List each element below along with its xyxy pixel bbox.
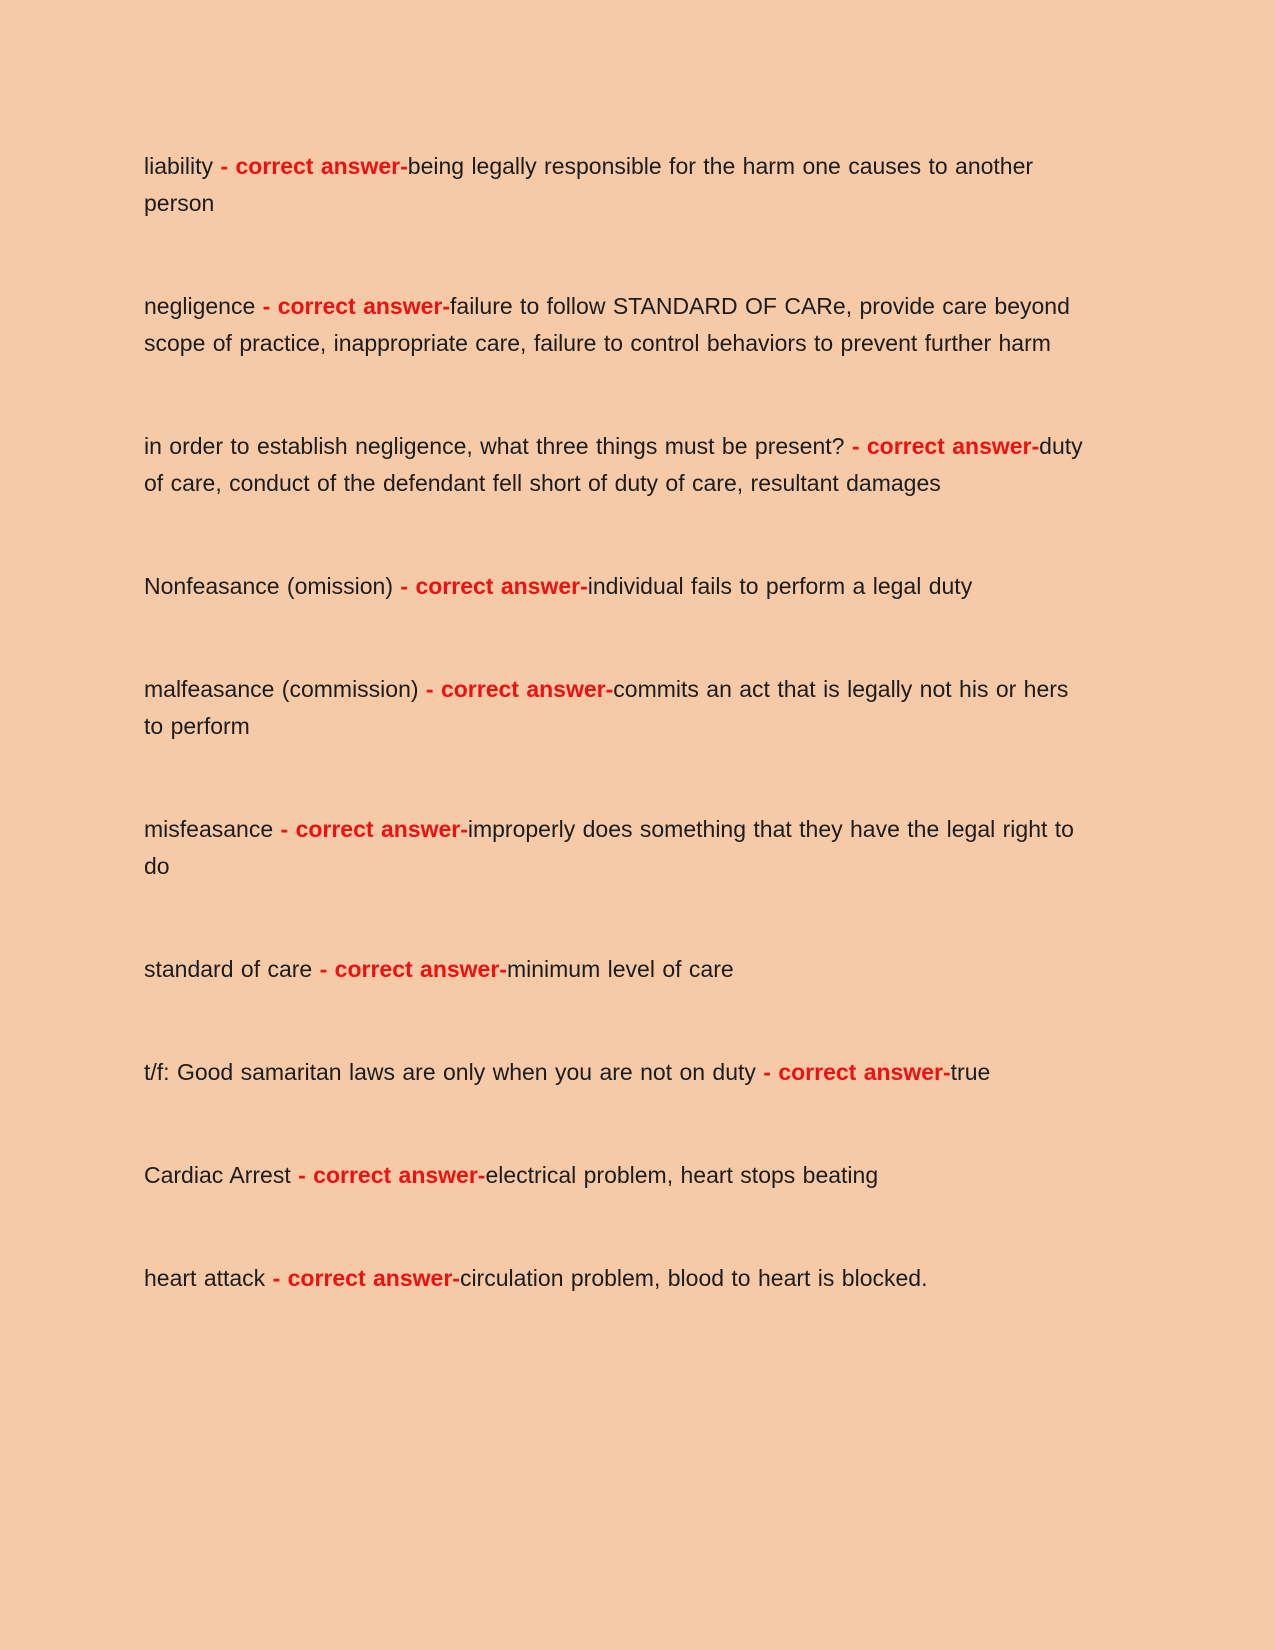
- correct-answer-label: - correct answer-: [319, 956, 507, 982]
- flashcard-entry: [144, 568, 1084, 605]
- flashcard-entry: [144, 1054, 1084, 1091]
- term-text: t/f: Good samaritan laws are only when you are not on duty: [144, 1059, 756, 1085]
- term-text: Nonfeasance (omission): [144, 573, 394, 599]
- term-text: standard of care: [144, 956, 313, 982]
- term-text: in order to establish negligence, what three things must be present?: [144, 433, 845, 459]
- flashcard-entry: [144, 811, 1084, 885]
- correct-answer-label: - correct answer-: [220, 153, 408, 179]
- answer-text: improperly does something that they have the legal right to do: [144, 816, 1074, 879]
- answer-text: duty of care, conduct of the defendant fell short of duty of care, resultant damages: [144, 433, 1083, 496]
- answer-text: true: [950, 1059, 991, 1085]
- flashcard-entry: [144, 951, 1084, 988]
- term-text: misfeasance: [144, 816, 274, 842]
- correct-answer-label: - correct answer-: [298, 1162, 486, 1188]
- correct-answer-label: - correct answer-: [272, 1265, 460, 1291]
- flashcard-list: [144, 148, 1125, 1297]
- answer-text: minimum level of care: [506, 956, 734, 982]
- term-text: liability: [144, 153, 214, 179]
- answer-text: being legally responsible for the harm one causes to another person: [144, 153, 1034, 216]
- answer-text: commits an act that is legally not his or hers to perform: [144, 676, 1069, 739]
- correct-answer-label: - correct answer-: [851, 433, 1040, 459]
- answer-text: individual fails to perform a legal duty: [587, 573, 973, 599]
- correct-answer-label: - correct answer-: [400, 573, 588, 599]
- correct-answer-label: - correct answer-: [262, 293, 451, 319]
- correct-answer-label: - correct answer-: [425, 676, 614, 702]
- flashcard-entry: [144, 148, 1084, 222]
- correct-answer-label: - correct answer-: [280, 816, 468, 842]
- flashcard-entry: [144, 671, 1084, 745]
- term-text: negligence: [144, 293, 256, 319]
- flashcard-entry: [144, 1260, 1084, 1297]
- answer-text: failure to follow STANDARD OF CARe, provide care beyond scope of practice, inappropriate care, failure to control behaviors to prevent further harm: [144, 293, 1070, 356]
- flashcard-entry: [144, 1157, 1084, 1194]
- term-text: heart attack: [144, 1265, 266, 1291]
- term-text: malfeasance (commission): [144, 676, 419, 702]
- term-text: Cardiac Arrest: [144, 1162, 291, 1188]
- answer-text: electrical problem, heart stops beating: [485, 1162, 879, 1188]
- flashcard-entry: [144, 428, 1084, 502]
- answer-text: circulation problem, blood to heart is blocked.: [459, 1265, 928, 1291]
- correct-answer-label: - correct answer-: [763, 1059, 951, 1085]
- flashcard-entry: [144, 288, 1084, 362]
